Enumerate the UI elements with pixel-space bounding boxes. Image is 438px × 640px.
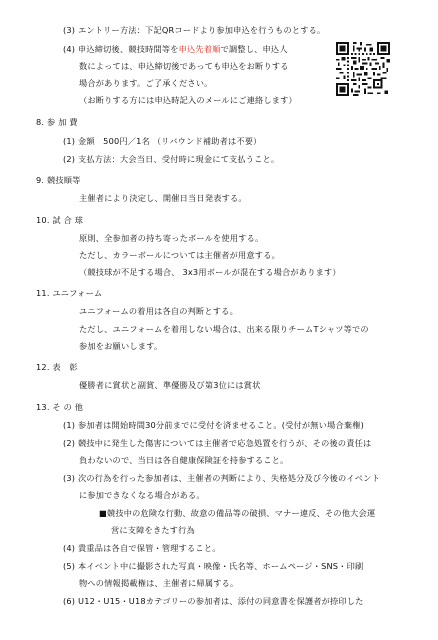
deadline-item-pre: (4) 申込締切後、競技時間等を <box>63 44 179 54</box>
other-item-2-line1: (2) 競技中に発生した傷害については主催者で応急処置を行うが、その後の責任は <box>63 438 372 448</box>
other-item-1: (1) 参加者は開始時間30分前までに受付を済ませること。(受付が無い場合棄権) <box>63 420 365 430</box>
other-heading: 13. そ の 他 <box>36 402 84 412</box>
uniform-line3: 参加をお願いします。 <box>79 341 163 351</box>
deadline-item-post: で調整し、申込人 <box>220 44 288 54</box>
uniform-line2: ただし、ユニフォームを着用しない場合は、出来る限りチームTシャツ等での <box>79 324 369 334</box>
fee-payment-item: (2) 支払方法：大会当日、受付時に現金にて支払うこと。 <box>63 154 280 164</box>
other-item-5-line2: 物への情報掲載権は、主催者に帰属する。 <box>79 578 239 588</box>
entry-method-item: (3) エントリー方法：下記QRコードより参加申込を行うものとする。 <box>63 25 326 35</box>
fee-heading: 8. 参 加 費 <box>36 117 78 127</box>
other-item-4: (4) 貴重品は各自で保管・管理すること。 <box>63 543 221 553</box>
fee-amount-item: (1) 金額 500円／1名 （リバウンド補助者は不要） <box>63 136 262 146</box>
other-item-3-line2: に参加できなくなる場合がある。 <box>79 490 205 500</box>
qr-code-icon[interactable] <box>336 42 390 96</box>
order-heading: 9. 競技順等 <box>36 175 81 185</box>
ball-line2: ただし、カラーボールについては主催者が用意する。 <box>79 250 280 260</box>
other-item-3-line1: (3) 次の行為を行った参加者は、主催者の判断により、失格処分及び今後のイベント <box>63 473 380 483</box>
uniform-line1: ユニフォームの着用は各自の判断とする。 <box>79 306 238 316</box>
ball-line1: 原則、全参加者の持ち寄ったボールを使用する。 <box>79 233 264 243</box>
ball-heading: 10. 試 合 球 <box>36 215 84 225</box>
uniform-heading: 11. ユニフォーム <box>36 288 103 298</box>
first-come-highlight: 申込先着順 <box>178 44 221 54</box>
other-item-3-note-line1: ■競技中の危険な行動、故意の備品等の破損、マナー違反、その他大会運 <box>99 508 376 518</box>
deadline-item-line4: （お断りする方には申込時記入のメールにご連絡します） <box>79 95 297 105</box>
other-item-2-line2: 負わないので、当日は各自健康保険証を持参すること。 <box>79 455 289 465</box>
deadline-item-line1 <box>63 45 288 53</box>
order-body: 主催者により決定し、開催日当日発表する。 <box>79 193 247 203</box>
deadline-item-line2: 数によっては、申込締切後であっても申込をお断りする <box>79 61 289 71</box>
other-item-5-line1: (5) 本イベント中に撮影された写真・映像・氏名等、ホームページ・SNS・印刷 <box>63 561 364 571</box>
deadline-item-line3: 場合があります。ご了承ください。 <box>79 78 213 88</box>
ball-line3: （競技球が不足する場合、 3x3用ボールが混在する場合があります） <box>79 267 341 277</box>
award-body: 優勝者に賞状と副賞、準優勝及び第3位には賞状 <box>79 380 261 390</box>
other-item-6-line1: (6) U12・U15・U18カテゴリーの参加者は、添付の同意書を保護者が捺印した <box>63 596 364 606</box>
award-heading: 12. 表 彰 <box>36 362 78 372</box>
other-item-3-note-line2: 営に支障をきたす行為 <box>111 525 195 535</box>
